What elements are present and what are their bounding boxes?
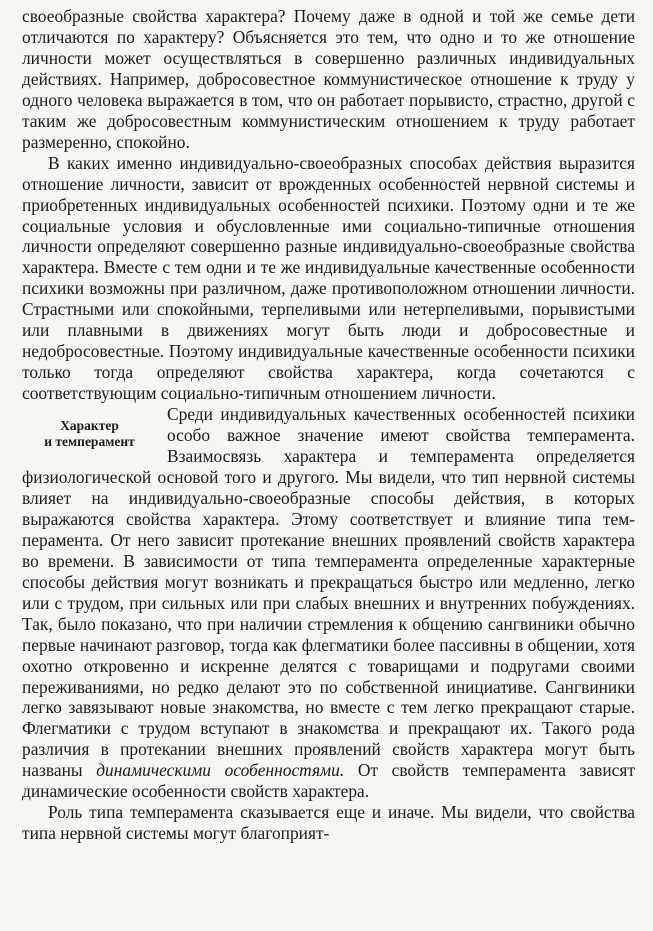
- paragraph-character-and-temperament: [22, 404, 635, 802]
- paragraph-ending: От свойств темперамента зависят динамические особенности свойств характера.: [22, 760, 635, 802]
- italic-term: динамическими особенностями.: [96, 760, 345, 781]
- paragraph-body: Среди индивидуальных качественных особенностей психики особо важное значение имеют свойства темперамента. Взаимосвязь характера и темперамента определяется физиологической основой того и другого. Мы видели, что тип нервной системы влияет на индивидуально-своеобразные способы действия, в которых выражаются свойства характера. Этому соответствует и влияние типа темперамента. От него зависит протекание внешних проявлений свойств характера во времени. В зависимости от типа темперамента определенные характерные способы действия могут возникать и прекращаться быстро или медленно, легко или с трудом, при сильных или при слабых внешних и внутренних побуждениях. Так, было показано, что при наличии стремления к общению сангвиники обычно первые начинают разговор, тогда как флегматики более пассивны в общении, хотя охотно откровенно и искренне делятся с товарищами и подругами своими переживаниями, но редко делают это по собственной инициативе. Сангвиники легко завязывают новые знакомства, но вместе с тем легко прекращают старые. Флегматики с трудом вступают в знакомства и прекращают их. Такого рода различия в протекании внешних проявлений свойств характера могут быть названы: [22, 404, 635, 781]
- margin-heading: [22, 418, 157, 450]
- margin-heading-line-1: Характер: [60, 418, 119, 434]
- paragraph-individual-methods: В каких именно индивидуально-своеобразных способах действия выразится отношение личности, зависит от врожденных особенностей нервной системы и приобретенных индивидуальных особенностей психики. Поэтому одни и те же социальные условия и обусловленные ими социально-типичные отношения личности определяют совершенно разные индивидуально-своеобразные свойства характера. Вместе с тем одни и те же индивидуальные качественные особенности психики возможны при различном, даже противоположном отношении личности. Страстными или спокойными, терпеливыми или нетерпеливыми, порывистыми или плавными в движениях могут быть люди и добросовестные и недобросовестные. Поэтому индивидуальные качественные особенности психики только тогда определяют свойства характера, когда сочетаются с соответствующим социально-типичным отношением личности.: [22, 152, 635, 404]
- paragraph-continuation: своеобразные свойства характера? Почему даже в одной и той же семье дети отличаются по характеру? Объясняется это тем, что одно и то же отношение личности может осуществляться в совершенно различных индивидуальных действиях. Например, добросовестное коммунистическое отношение к труду у одного человека выражается в том, что он работает порывисто, страстно, другой с таким же добросовестным коммунистическим отношением к труду работает размеренно, спокойно.: [22, 6, 635, 152]
- margin-heading-line-2: и темперамент: [44, 434, 135, 450]
- paragraph-role-of-temperament: Роль типа темперамента сказывается еще и иначе. Мы видели, что свойства типа нервной системы могут благоприят-: [22, 802, 635, 844]
